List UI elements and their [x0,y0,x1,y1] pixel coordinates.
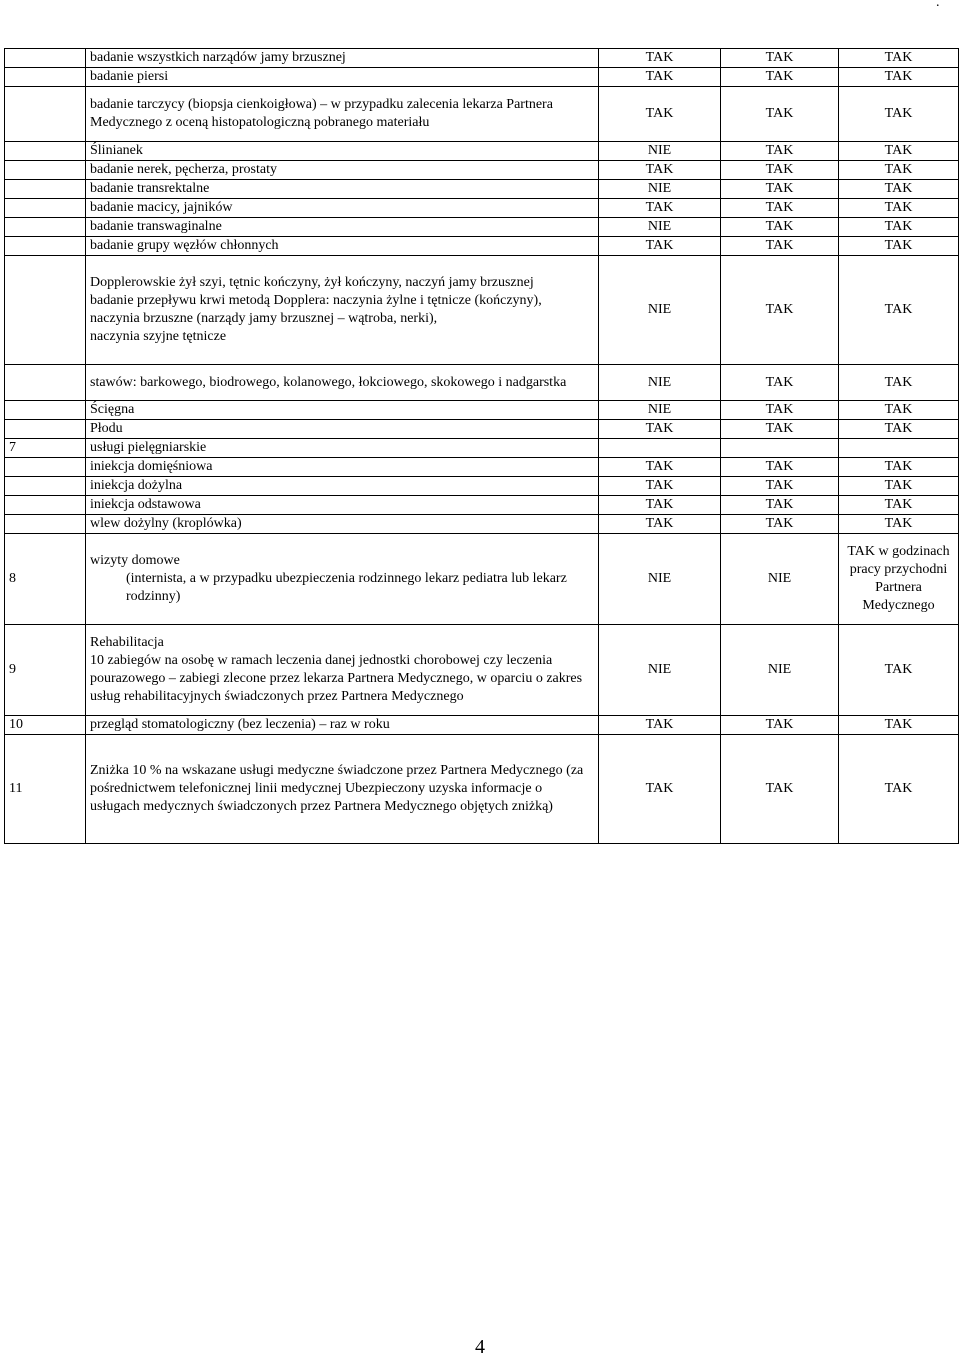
table-row [5,439,959,458]
service-name: badanie transwaginalne [86,218,599,237]
row-number [5,237,86,256]
value-cell-1: TAK [599,496,721,515]
value-cell-2 [721,439,839,458]
table-row [5,142,959,161]
value-cell-2: TAK [721,716,839,735]
value-cell-3: TAK [839,256,959,365]
value-cell-2: TAK [721,458,839,477]
page-number: 4 [475,1336,485,1358]
value-cell-3: TAK [839,87,959,142]
value-cell-1: NIE [599,180,721,199]
service-name: Zniżka 10 % na wskazane usługi medyczne świadczone przez Partnera Medycznego (za pośrednictwem telefonicznej linii medycznej Ubezpieczony uzyska informacje o usługach medycznych świadczonych przez Partnera Medycznego objętych zniżką) [86,735,599,844]
row-number: 10 [5,716,86,735]
value-cell-3: TAK [839,401,959,420]
row-number [5,87,86,142]
table-row [5,534,959,625]
table-row [5,625,959,716]
service-name: przegląd stomatologiczny (bez leczenia) – raz w roku [86,716,599,735]
row-number [5,68,86,87]
service-name: Płodu [86,420,599,439]
services-table [4,48,959,844]
table-row [5,49,959,68]
row-number [5,199,86,218]
table-row [5,716,959,735]
value-cell-1: TAK [599,420,721,439]
value-cell-2: TAK [721,199,839,218]
value-cell-3: TAK [839,735,959,844]
row-number: 9 [5,625,86,716]
value-cell-2: TAK [721,218,839,237]
value-cell-1: NIE [599,256,721,365]
row-number [5,420,86,439]
value-cell-1: TAK [599,237,721,256]
value-cell-3: TAK [839,199,959,218]
service-name: badanie transrektalne [86,180,599,199]
service-name: Ścięgna [86,401,599,420]
row-number: 11 [5,735,86,844]
table-row [5,199,959,218]
row-number [5,142,86,161]
value-cell-3: TAK [839,716,959,735]
table-row [5,458,959,477]
value-cell-3: TAK [839,625,959,716]
service-name: badanie tarczycy (biopsja cienkoigłowa) – w przypadku zalecenia lekarza Partnera Medycznego z oceną histopatologiczną pobranego materiału [86,87,599,142]
value-cell-1: TAK [599,161,721,180]
service-name: badanie piersi [86,68,599,87]
service-name [86,625,599,716]
value-cell-1 [599,439,721,458]
service-name: Ślinianek [86,142,599,161]
value-cell-2: TAK [721,420,839,439]
row-number [5,180,86,199]
value-cell-2: TAK [721,477,839,496]
row-number [5,49,86,68]
row-number [5,458,86,477]
value-cell-2: TAK [721,68,839,87]
table-row [5,87,959,142]
row-number [5,477,86,496]
value-cell-3: TAK [839,365,959,401]
service-name [86,256,599,365]
row-number [5,256,86,365]
value-cell-3: TAK [839,142,959,161]
table-row [5,218,959,237]
value-cell-2: TAK [721,735,839,844]
value-cell-3: TAK [839,49,959,68]
table-row [5,401,959,420]
service-name: stawów: barkowego, biodrowego, kolanowego, łokciowego, skokowego i nadgarstka [86,365,599,401]
value-cell-3: TAK [839,477,959,496]
value-cell-1: TAK [599,458,721,477]
value-cell-2: TAK [721,496,839,515]
row-number [5,496,86,515]
value-cell-1: TAK [599,68,721,87]
value-cell-2: TAK [721,49,839,68]
row-number [5,515,86,534]
table-row [5,180,959,199]
service-detail: 10 zabiegów na osobę w ramach leczenia danej jednostki chorobowej czy leczenia pourazowego – zabiegi zlecone przez lekarza Partnera Medycznego, w oparciu o zakres usług rehabilitacyjnych świadczonych przez Partnera Medycznego [90,653,583,704]
service-line: naczynia szyjne tętnicze [90,329,227,344]
value-cell-2: TAK [721,256,839,365]
service-line: badanie przepływu krwi metodą Dopplera: naczynia żylne i tętnicze (kończyny), naczynia brzuszne (narządy jamy brzusznej – wątroba, nerki), [90,293,542,326]
table-row [5,237,959,256]
value-cell-2: TAK [721,515,839,534]
service-name: badanie macicy, jajników [86,199,599,218]
value-cell-1: TAK [599,735,721,844]
value-cell-1: NIE [599,534,721,625]
value-cell-2: TAK [721,180,839,199]
value-cell-2: NIE [721,534,839,625]
value-cell-2: TAK [721,365,839,401]
value-cell-1: TAK [599,199,721,218]
value-cell-3: TAK [839,515,959,534]
value-cell-3 [839,439,959,458]
value-cell-1: TAK [599,49,721,68]
service-name: wlew dożylny (kroplówka) [86,515,599,534]
service-name: badanie wszystkich narządów jamy brzusznej [86,49,599,68]
value-cell-2: TAK [721,237,839,256]
service-line: Dopplerowskie żył szyi, tętnic kończyny, żył kończyny, naczyń jamy brzusznej [90,275,534,290]
value-cell-3: TAK [839,458,959,477]
value-cell-1: TAK [599,515,721,534]
value-cell-1: NIE [599,142,721,161]
row-number [5,218,86,237]
service-title: Rehabilitacja [90,635,164,650]
table-row [5,68,959,87]
service-name: iniekcja odstawowa [86,496,599,515]
service-name: badanie nerek, pęcherza, prostaty [86,161,599,180]
service-detail: (internista, a w przypadku ubezpieczenia rodzinnego lekarz pediatra lub lekarz rodzinny) [126,571,567,604]
service-name: iniekcja domięśniowa [86,458,599,477]
service-name: badanie grupy węzłów chłonnych [86,237,599,256]
value-cell-3: TAK [839,68,959,87]
row-number [5,161,86,180]
value-cell-1: TAK [599,477,721,496]
row-number [5,401,86,420]
value-cell-2: TAK [721,161,839,180]
value-cell-1: TAK [599,87,721,142]
row-number: 8 [5,534,86,625]
service-title: wizyty domowe [90,553,180,568]
table-row [5,496,959,515]
value-cell-2: TAK [721,401,839,420]
service-name: iniekcja dożylna [86,477,599,496]
value-cell-1: NIE [599,625,721,716]
value-cell-3: TAK [839,218,959,237]
value-cell-2: TAK [721,142,839,161]
value-cell-3: TAK [839,496,959,515]
table-row [5,515,959,534]
row-number: 7 [5,439,86,458]
value-cell-3: TAK [839,180,959,199]
value-cell-1: TAK [599,716,721,735]
value-cell-3: TAK [839,237,959,256]
value-cell-1: NIE [599,365,721,401]
value-cell-3: TAK w godzinach pracy przychodni Partnera Medycznego [839,534,959,625]
table-row [5,161,959,180]
top-corner-mark: . [936,0,940,10]
service-name [86,534,599,625]
value-cell-1: NIE [599,401,721,420]
value-cell-1: NIE [599,218,721,237]
value-cell-3: TAK [839,420,959,439]
row-number [5,365,86,401]
value-cell-2: TAK [721,87,839,142]
table-row [5,477,959,496]
table-row [5,735,959,844]
table-row [5,256,959,365]
section-title: usługi pielęgniarskie [86,439,599,458]
table-row [5,420,959,439]
value-cell-2: NIE [721,625,839,716]
table-row [5,365,959,401]
value-cell-3: TAK [839,161,959,180]
